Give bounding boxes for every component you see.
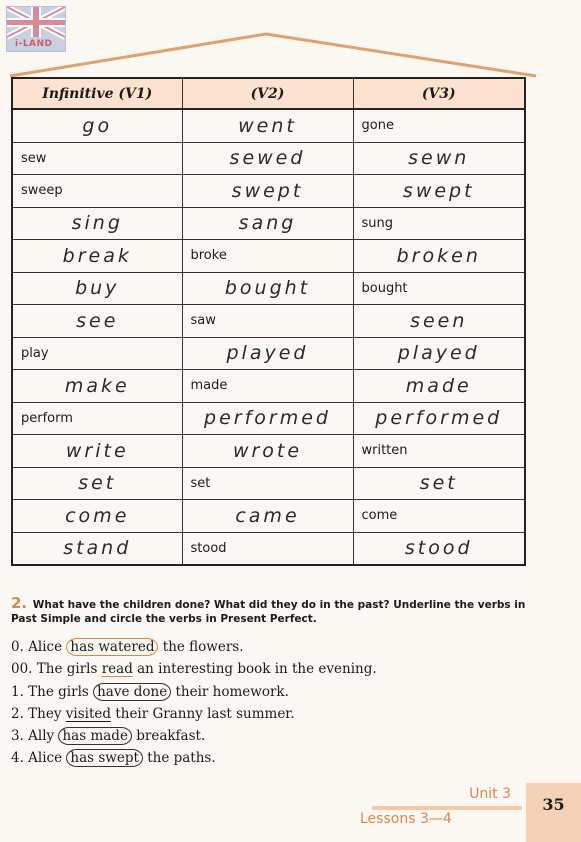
sentence-prefix: 4. Alice xyxy=(11,750,67,767)
handwritten-v3-cell: swept xyxy=(353,175,525,208)
exercise-sentence xyxy=(11,658,551,680)
handwritten-v2-cell: sewed xyxy=(182,142,353,175)
handwritten-v3-cell: set xyxy=(353,467,525,500)
handwritten-v1-cell: make xyxy=(12,370,182,403)
handwritten-v2-cell: bought xyxy=(182,272,353,305)
exercise-sentence xyxy=(11,681,551,703)
handwritten-v1-cell: come xyxy=(12,500,182,533)
table-row xyxy=(12,240,525,273)
table-row xyxy=(12,532,525,565)
handwritten-v3-cell: sewn xyxy=(353,142,525,175)
table-row xyxy=(12,175,525,208)
handwritten-v2-cell: came xyxy=(182,500,353,533)
table-row xyxy=(12,142,525,175)
circled-present-perfect-verb: has made xyxy=(58,727,131,745)
printed-v1-cell: play xyxy=(12,337,182,370)
page-number: 35 xyxy=(542,795,565,814)
printed-v3-cell: come xyxy=(353,500,525,533)
exercise-sentences xyxy=(11,636,551,770)
exercise-sentence xyxy=(11,703,551,725)
lessons-label: Lessons 3—4 xyxy=(360,811,452,827)
table-row xyxy=(12,370,525,403)
underlined-past-simple-verb: read xyxy=(101,661,133,678)
table-row xyxy=(12,337,525,370)
sentence-suffix: their homework. xyxy=(171,683,289,700)
sentence-suffix: the paths. xyxy=(142,750,216,767)
table-row xyxy=(12,467,525,500)
printed-v2-cell: set xyxy=(182,467,353,500)
verb-forms-table xyxy=(11,77,526,566)
header-v2: (V2) xyxy=(182,78,353,109)
printed-v1-cell: sew xyxy=(12,142,182,175)
printed-v2-cell: saw xyxy=(182,305,353,338)
table-row xyxy=(12,402,525,435)
handwritten-v1-cell: go xyxy=(12,109,182,142)
printed-v3-cell: written xyxy=(353,435,525,468)
circled-present-perfect-verb: has swept xyxy=(66,749,143,767)
table-row xyxy=(12,435,525,468)
handwritten-v2-cell: went xyxy=(182,109,353,142)
handwritten-v2-cell: sang xyxy=(182,207,353,240)
handwritten-v2-cell: wrote xyxy=(182,435,353,468)
handwritten-v2-cell: swept xyxy=(182,175,353,208)
table-header-row xyxy=(12,78,525,109)
handwritten-v1-cell: write xyxy=(12,435,182,468)
handwritten-v3-cell: played xyxy=(353,337,525,370)
handwritten-v2-cell: performed xyxy=(182,402,353,435)
logo-text: i-LAND xyxy=(15,39,53,49)
exercise-sentence xyxy=(11,747,551,769)
sentence-suffix: their Granny last summer. xyxy=(111,705,295,722)
sentence-prefix: 3. Ally xyxy=(11,728,59,745)
page-number-box xyxy=(526,783,581,842)
printed-v2-cell: stood xyxy=(182,532,353,565)
printed-v2-cell: made xyxy=(182,370,353,403)
header-v3: (V3) xyxy=(353,78,525,109)
handwritten-v1-cell: sing xyxy=(12,207,182,240)
handwritten-v3-cell: performed xyxy=(353,402,525,435)
exercise-sentence xyxy=(11,636,551,658)
sentence-suffix: the flowers. xyxy=(158,639,244,655)
handwritten-v1-cell: stand xyxy=(12,532,182,565)
exercise-number: 2. xyxy=(11,594,28,612)
exercise-instruction: What have the children done? What did they do in the past? Underline the verbs in Past Simple and circle the verbs in Present Perfect. xyxy=(11,599,526,625)
footer-divider xyxy=(372,806,522,810)
sentence-prefix: 0. Alice xyxy=(11,639,67,655)
handwritten-v1-cell: buy xyxy=(12,272,182,305)
unit-label: Unit 3 xyxy=(469,786,511,802)
printed-v1-cell: perform xyxy=(12,402,182,435)
verb-forms-table-wrapper xyxy=(11,77,526,566)
sentence-prefix: 1. The girls xyxy=(11,683,94,700)
printed-v1-cell: sweep xyxy=(12,175,182,208)
sentence-prefix: 2. They xyxy=(11,705,66,722)
printed-v3-cell: gone xyxy=(353,109,525,142)
sentence-suffix: breakfast. xyxy=(131,728,206,745)
exercise-sentence xyxy=(11,725,551,747)
handwritten-v1-cell: see xyxy=(12,305,182,338)
verb-table-body xyxy=(12,109,525,565)
handwritten-v1-cell: break xyxy=(12,240,182,273)
handwritten-v3-cell: stood xyxy=(353,532,525,565)
underlined-past-simple-verb: visited xyxy=(65,705,112,722)
handwritten-v2-cell: played xyxy=(182,337,353,370)
table-row xyxy=(12,207,525,240)
exercise-instruction-block xyxy=(11,596,531,626)
circled-present-perfect-verb: have done xyxy=(93,683,171,701)
table-row xyxy=(12,272,525,305)
sentence-prefix: 00. The girls xyxy=(11,661,102,678)
handwritten-v1-cell: set xyxy=(12,467,182,500)
printed-v3-cell: sung xyxy=(353,207,525,240)
circled-present-perfect-verb: has watered xyxy=(66,638,158,656)
table-row xyxy=(12,305,525,338)
sentence-suffix: an interesting book in the evening. xyxy=(132,661,377,678)
header-infinitive: Infinitive (V1) xyxy=(12,78,182,109)
table-row xyxy=(12,109,525,142)
handwritten-v3-cell: made xyxy=(353,370,525,403)
handwritten-v3-cell: seen xyxy=(353,305,525,338)
printed-v2-cell: broke xyxy=(182,240,353,273)
printed-v3-cell: bought xyxy=(353,272,525,305)
table-row xyxy=(12,500,525,533)
handwritten-v3-cell: broken xyxy=(353,240,525,273)
